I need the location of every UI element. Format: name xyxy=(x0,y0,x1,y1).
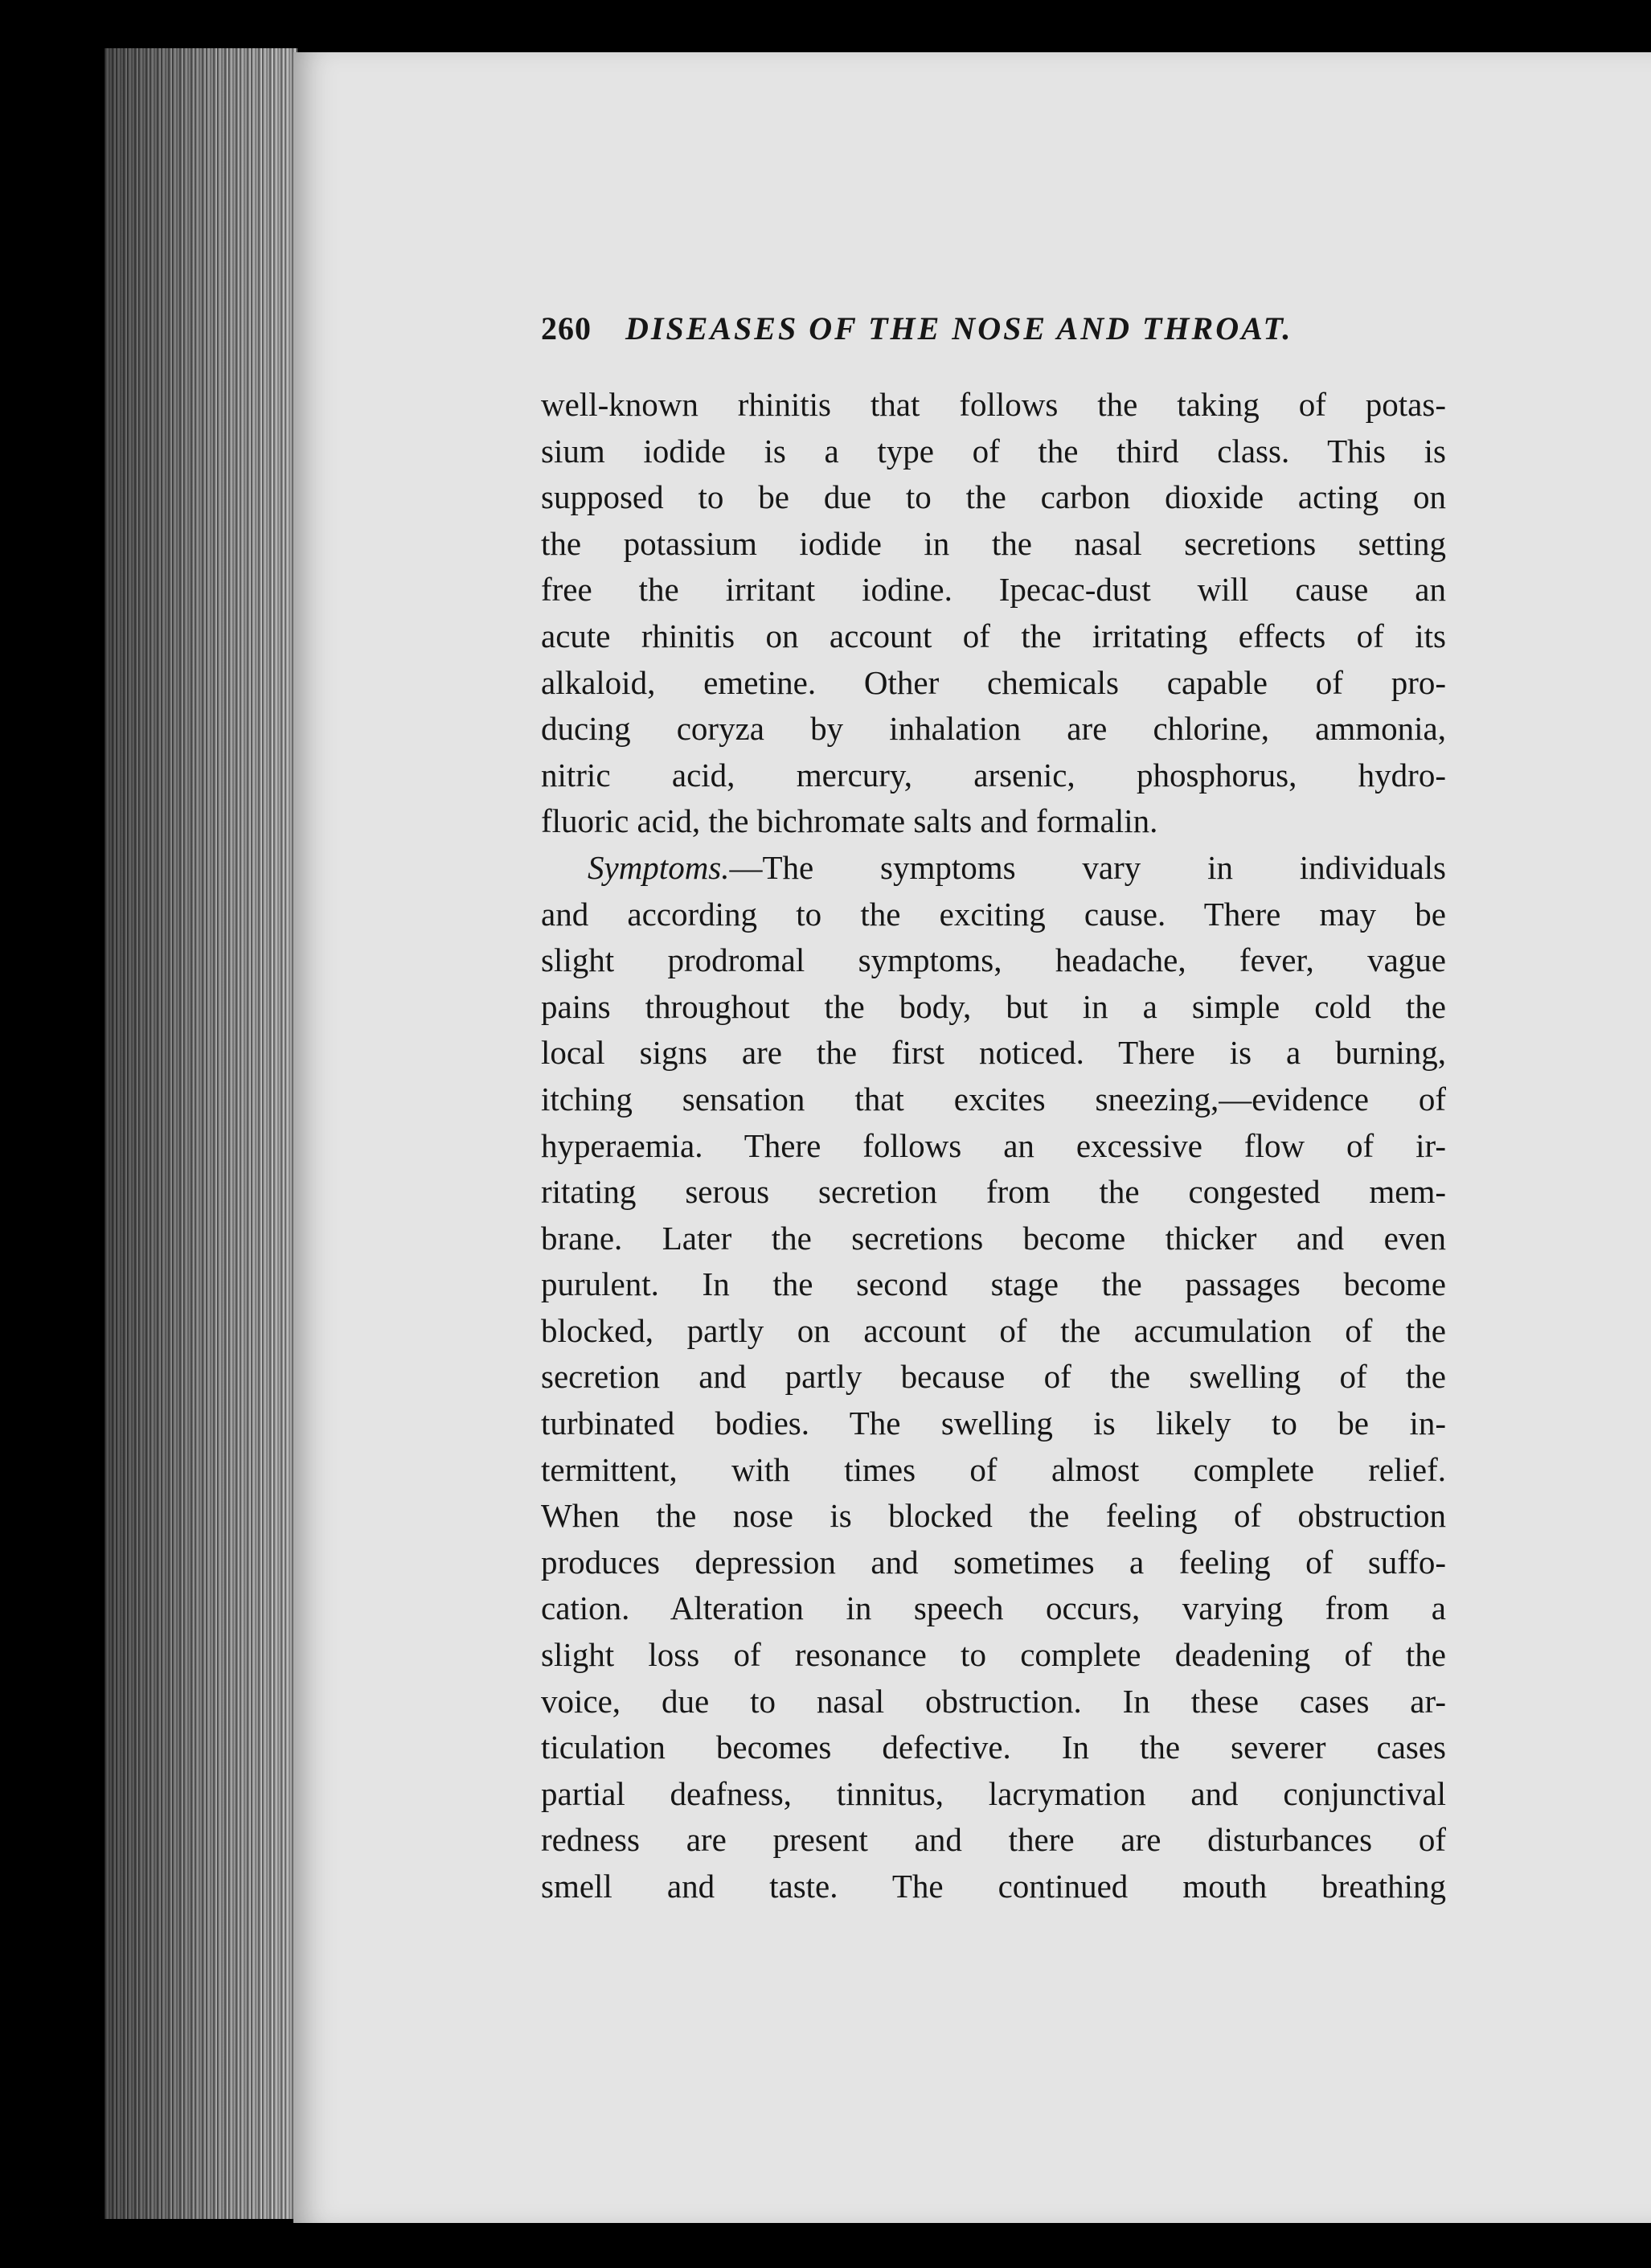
text-line: turbinated bodies. The swelling is likely to be in- xyxy=(541,1405,1446,1442)
text-line: the potassium iodide in the nasal secretions setting xyxy=(541,524,1446,562)
text-line xyxy=(541,845,1446,892)
text-line: cation. Alteration in speech occurs, varying from a xyxy=(541,1589,1446,1627)
text-line: sium iodide is a type of the third class. This is xyxy=(541,432,1446,470)
text-line: termittent, with times of almost complete relief. xyxy=(541,1450,1446,1488)
text-line: well-known rhinitis that follows the taking of potas- xyxy=(541,386,1446,423)
text-line: blocked, partly on account of the accumulation of the xyxy=(541,1311,1446,1349)
stacked-page-edges xyxy=(104,48,297,2219)
text-line: voice, due to nasal obstruction. In these cases ar- xyxy=(541,1682,1446,1720)
text-line: hyperaemia. There follows an excessive flow of ir- xyxy=(541,1126,1446,1164)
text-line: redness are present and there are disturbances of xyxy=(541,1821,1446,1859)
text-line: free the irritant iodine. Ipecac-dust will cause an xyxy=(541,571,1446,609)
page-number: 260 xyxy=(541,310,592,347)
text-line: brane. Later the secretions become thicker and even xyxy=(541,1219,1446,1257)
text-line: nitric acid, mercury, arsenic, phosphorus, hydro- xyxy=(541,756,1446,794)
text-line: purulent. In the second stage the passages become xyxy=(541,1265,1446,1303)
text-line: ducing coryza by inhalation are chlorine, ammonia, xyxy=(541,710,1446,748)
text-line: smell and taste. The continued mouth breathing xyxy=(541,1868,1446,1905)
text-line-rest: —The symptoms vary in individuals xyxy=(729,848,1446,886)
paragraph-symptoms xyxy=(541,845,1651,1910)
page-text-block xyxy=(541,310,1651,1910)
section-heading-symptoms: Symptoms. xyxy=(588,848,730,886)
text-line: ticulation becomes defective. In the severer cases xyxy=(541,1729,1446,1766)
text-line: pains throughout the body, but in a simple cold the xyxy=(541,987,1446,1025)
text-line: itching sensation that excites sneezing,—evidence of xyxy=(541,1080,1446,1118)
text-line: fluoric acid, the bichromate salts and formalin. xyxy=(541,802,1158,840)
running-head xyxy=(541,310,1651,382)
text-line: slight loss of resonance to complete deadening of the xyxy=(541,1636,1446,1674)
text-line: alkaloid, emetine. Other chemicals capable of pro- xyxy=(541,663,1446,701)
text-line: acute rhinitis on account of the irritating effects of its xyxy=(541,617,1446,654)
running-title: DISEASES OF THE NOSE AND THROAT. xyxy=(625,310,1293,347)
text-line: secretion and partly because of the swelling of the xyxy=(541,1358,1446,1396)
paragraph-etiology xyxy=(541,382,1651,845)
text-line: ritating serous secretion from the congested mem- xyxy=(541,1173,1446,1211)
text-line: and according to the exciting cause. There may be xyxy=(541,895,1446,933)
book-page xyxy=(293,52,1651,2223)
text-line: local signs are the first noticed. There is a burning, xyxy=(541,1034,1446,1072)
text-line: When the nose is blocked the feeling of obstruction xyxy=(541,1497,1446,1535)
text-line: produces depression and sometimes a feeling of suffo- xyxy=(541,1543,1446,1581)
text-line: partial deafness, tinnitus, lacrymation and conjunctival xyxy=(541,1774,1446,1812)
text-line: supposed to be due to the carbon dioxide acting on xyxy=(541,478,1446,516)
text-line: slight prodromal symptoms, headache, fever, vague xyxy=(541,941,1446,979)
